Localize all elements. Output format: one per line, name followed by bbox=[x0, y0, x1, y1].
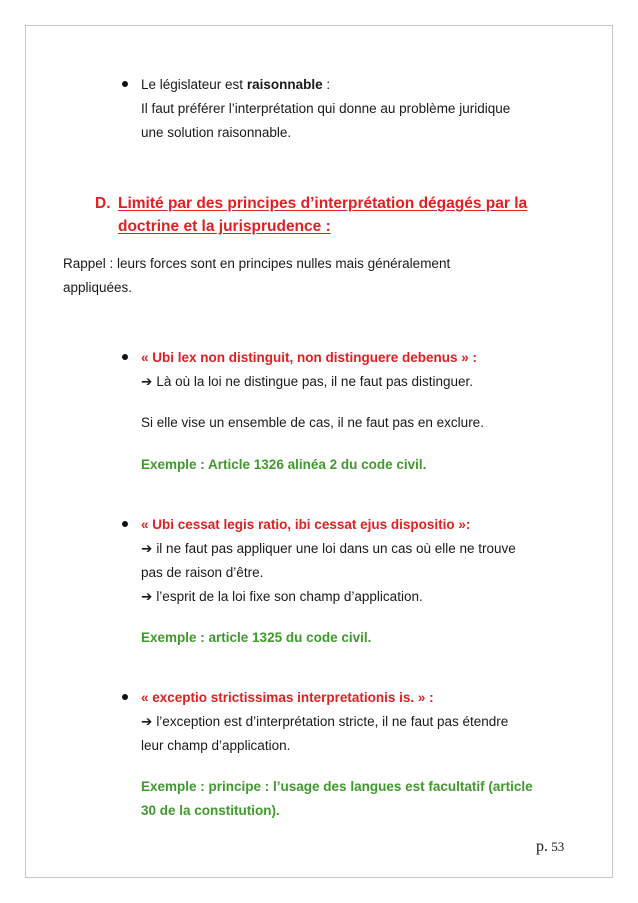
principle-1-arrow-line: ➔ Là où la loi ne distingue pas, il ne faut pas distinguer. bbox=[141, 374, 474, 389]
section-d-letter: D. bbox=[95, 195, 111, 212]
bullet-icon bbox=[122, 81, 128, 87]
arrow-right-icon: ➔ bbox=[141, 541, 153, 556]
principle-2-example: Exemple : article 1325 du code civil. bbox=[141, 630, 372, 645]
principle-1-extra: Si elle vise un ensemble de cas, il ne faut pas en exclure. bbox=[141, 415, 484, 430]
principle-1-example: Exemple : Article 1326 alinéa 2 du code civil. bbox=[141, 457, 427, 472]
page-frame bbox=[25, 25, 613, 878]
section-d-title-line-1: Limité par des principes d’interprétation dégagés par la bbox=[118, 195, 528, 212]
legislateur-bullet-line: Le législateur est raisonnable : bbox=[141, 77, 331, 92]
principle-2-arrow-line-1b: pas de raison d’être. bbox=[141, 565, 264, 580]
bullet-icon bbox=[122, 694, 128, 700]
rappel-line-1: Rappel : leurs forces sont en principes nulles mais généralement bbox=[63, 256, 451, 271]
principle-2-arrow-line-1: ➔ il ne faut pas appliquer une loi dans un cas où elle ne trouve bbox=[141, 541, 516, 556]
page-number: p. 53 bbox=[536, 838, 565, 855]
principle-1-title: « Ubi lex non distinguit, non distinguere debenus » : bbox=[141, 350, 478, 365]
bullet-icon bbox=[122, 354, 128, 360]
arrow-right-icon: ➔ bbox=[141, 374, 153, 389]
principle-3-arrow-line-1: ➔ l’exception est d’interprétation stricte, il ne faut pas étendre bbox=[141, 714, 509, 729]
legislateur-line-2: Il faut préférer l’interprétation qui donne au problème juridique bbox=[141, 101, 511, 116]
principle-2-title: « Ubi cessat legis ratio, ibi cessat ejus dispositio »: bbox=[141, 517, 471, 532]
principle-3-example-line-2: 30 de la constitution). bbox=[141, 803, 280, 818]
arrow-right-icon: ➔ bbox=[141, 589, 153, 604]
rappel-line-2: appliquées. bbox=[63, 280, 133, 295]
arrow-right-icon: ➔ bbox=[141, 714, 153, 729]
section-d-title-line-2: doctrine et la jurisprudence : bbox=[118, 218, 331, 235]
principle-2-arrow-line-2: ➔ l’esprit de la loi fixe son champ d’application. bbox=[141, 589, 423, 604]
legislateur-line-3: une solution raisonnable. bbox=[141, 125, 292, 140]
principle-3-arrow-line-1b: leur champ d’application. bbox=[141, 738, 291, 753]
principle-3-example-line-1: Exemple : principe : l’usage des langues est facultatif (article bbox=[141, 779, 533, 794]
bullet-icon bbox=[122, 521, 128, 527]
principle-3-title: « exceptio strictissimas interpretationis is. » : bbox=[141, 690, 434, 705]
